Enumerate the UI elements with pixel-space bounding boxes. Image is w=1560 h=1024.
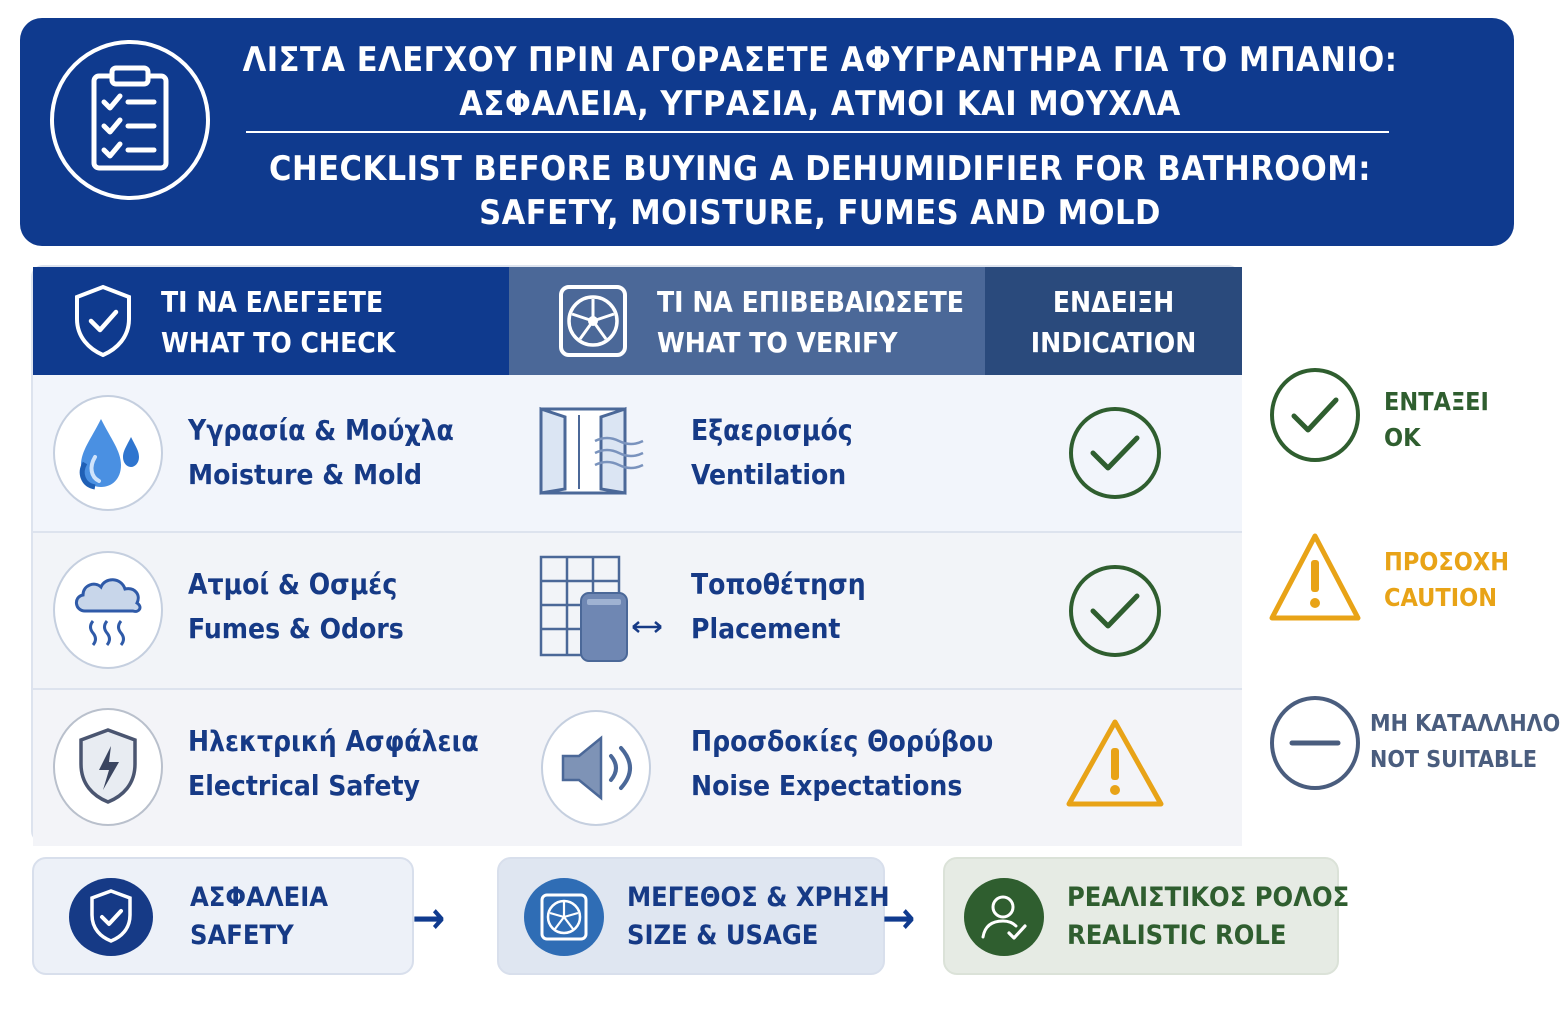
shield-check-icon: [68, 877, 154, 957]
fan-icon: [523, 877, 605, 957]
column-header-what-to-check: [33, 267, 509, 375]
column-header-greek: ΤΙ ΝΑ ΕΛΕΓΞΕΤΕ: [161, 286, 384, 319]
legend-label-english: OK: [1384, 423, 1421, 452]
check-label-english: Fumes & Odors: [188, 612, 404, 645]
check-label-greek: Υγρασία & Μούχλα: [188, 414, 454, 447]
person-check-icon: [963, 877, 1045, 957]
flow-label-greek: ΡΕΑΛΙΣΤΙΚΟΣ ΡΟΛΟΣ: [1067, 882, 1350, 913]
title-english-line2: SAFETY, MOISTURE, FUMES AND MOLD: [479, 193, 1161, 233]
flow-step-size-usage: [497, 857, 890, 975]
indication-ok-icon: [1067, 563, 1163, 659]
title-divider: [246, 131, 1389, 133]
legend-ok: [1268, 366, 1528, 466]
column-header-indication: [985, 267, 1242, 375]
water-drops-icon: [53, 395, 163, 511]
indication-caution-icon: [1063, 716, 1167, 812]
column-header-greek: ΤΙ ΝΑ ΕΠΙΒΕΒΑΙΩΣΕΤΕ: [657, 286, 965, 319]
warning-triangle-icon: [1268, 532, 1362, 624]
open-window-icon: [537, 405, 647, 497]
verify-label-greek: Εξαερισμός: [691, 414, 853, 447]
legend-label-greek: ΜΗ ΚΑΤΑΛΛΗΛΟ: [1370, 711, 1560, 737]
header-banner: [20, 18, 1514, 246]
check-circle-icon: [1268, 366, 1362, 464]
column-header-english: WHAT TO VERIFY: [657, 326, 898, 359]
flow-arrow: →: [412, 893, 446, 944]
legend-label-greek: ΕΝΤΑΞΕΙ: [1384, 387, 1489, 416]
verify-label-greek: Τοποθέτηση: [691, 568, 866, 601]
clipboard-checklist-icon: [50, 40, 210, 200]
verify-label-english: Placement: [691, 612, 841, 645]
check-label-english: Electrical Safety: [188, 769, 420, 802]
table-row: [33, 375, 1242, 531]
flow-label-greek: ΜΕΓΕΘΟΣ & ΧΡΗΣΗ: [627, 882, 890, 913]
legend-not-suitable: [1268, 694, 1560, 794]
speaker-icon: [541, 710, 651, 826]
legend-caution: [1268, 532, 1528, 632]
verify-label-english: Noise Expectations: [691, 769, 963, 802]
column-header-what-to-verify: [509, 267, 985, 375]
shield-bolt-icon: [53, 708, 163, 826]
flow-label-english: SAFETY: [190, 920, 294, 951]
legend-label-english: CAUTION: [1384, 583, 1498, 612]
column-header-english: INDICATION: [1030, 326, 1197, 359]
verify-label-greek: Προσδοκίες Θορύβου: [691, 725, 994, 758]
cloud-steam-icon: [53, 551, 163, 669]
legend-label-greek: ΠΡΟΣΟΧΗ: [1384, 547, 1510, 576]
title-greek-line2: ΑΣΦΑΛΕΙΑ, ΥΓΡΑΣΙΑ, ΑΤΜΟΙ ΚΑΙ ΜΟΥΧΛΑ: [459, 84, 1181, 124]
flow-label-english: REALISTIC ROLE: [1067, 920, 1287, 951]
check-label-greek: Ατμοί & Οσμές: [188, 568, 398, 601]
column-header-greek: ΕΝΔΕΙΞΗ: [1052, 286, 1175, 319]
column-header-english: WHAT TO CHECK: [161, 326, 396, 359]
verify-label-english: Ventilation: [691, 458, 847, 491]
check-label-english: Moisture & Mold: [188, 458, 423, 491]
checklist-table: [31, 265, 1240, 843]
table-row: [33, 690, 1242, 846]
flow-label-greek: ΑΣΦΑΛΕΙΑ: [190, 882, 329, 913]
title-greek-line1: ΛΙΣΤΑ ΕΛΕΓΧΟΥ ΠΡΙΝ ΑΓΟΡΑΣΕΤΕ ΑΦΥΓΡΑΝΤΗΡΑ ΓΙΑ ΤΟ ΜΠΑΝΙΟ:: [242, 40, 1398, 80]
tiles-dehumidifier-icon: [537, 553, 667, 667]
flow-arrow: →: [882, 893, 916, 944]
title-english-line1: CHECKLIST BEFORE BUYING A DEHUMIDIFIER FOR BATHROOM:: [269, 149, 1371, 189]
legend-label-english: NOT SUITABLE: [1370, 747, 1538, 773]
check-label-greek: Ηλεκτρική Ασφάλεια: [188, 725, 479, 758]
flow-step-safety: [32, 857, 414, 975]
fan-icon: [557, 283, 629, 359]
indication-ok-icon: [1067, 405, 1163, 501]
minus-circle-icon: [1268, 694, 1362, 792]
flow-step-realistic-role: [943, 857, 1350, 975]
table-row: [33, 533, 1242, 689]
flow-label-english: SIZE & USAGE: [627, 920, 819, 951]
shield-check-icon: [71, 283, 135, 359]
